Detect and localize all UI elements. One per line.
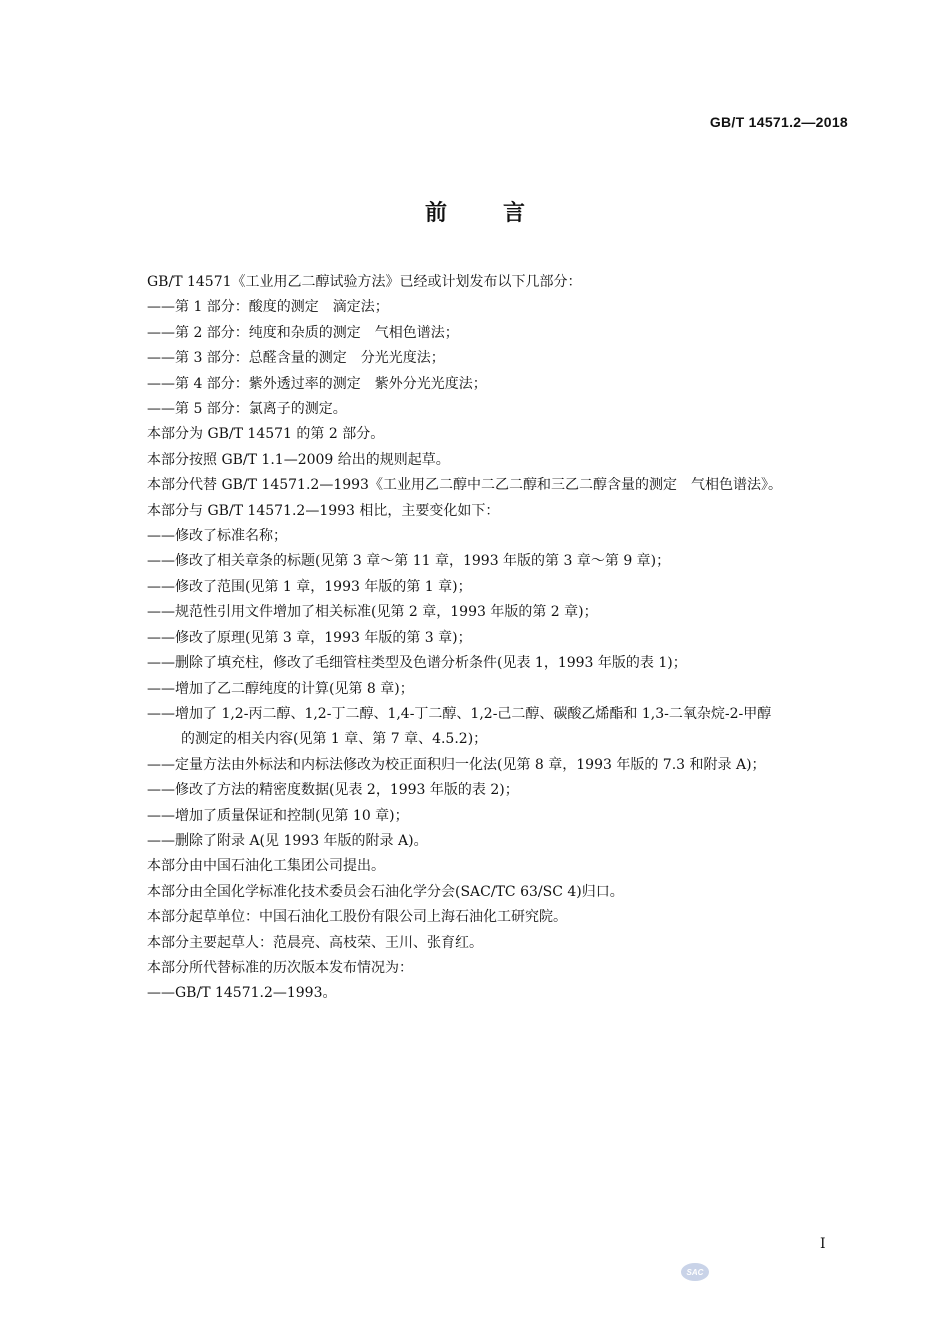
paragraph: 本部分由全国化学标准化技术委员会石油化学分会(SAC/TC 63/SC 4)归口。 [147, 883, 624, 900]
paragraph: 本部分与 GB/T 14571.2—1993 相比，主要变化如下： [147, 502, 500, 519]
list-item-continuation: 的测定的相关内容(见第 1 章、第 7 章、4.5.2)； [181, 731, 488, 748]
list-item: ——增加了乙二醇纯度的计算(见第 8 章)； [147, 680, 414, 697]
document-body [113, 270, 853, 1007]
list-item: ——修改了原理(见第 3 章，1993 年版的第 3 章)； [147, 629, 472, 646]
list-item: ——删除了附录 A(见 1993 年版的附录 A)。 [147, 832, 428, 849]
list-item: ——增加了 1,2-丙二醇、1,2-丁二醇、1,4-丁二醇、1,2-己二醇、碳酸乙烯酯和 1,3-二氧杂烷-2-甲醇 [147, 705, 772, 722]
paragraph: 本部分由中国石油化工集团公司提出。 [147, 858, 385, 875]
list-item: ——GB/T 14571.2—1993。 [147, 985, 337, 1002]
page-number: I [820, 1236, 826, 1252]
paragraph: 本部分所代替标准的历次版本发布情况为： [147, 959, 413, 976]
list-item: ——修改了范围(见第 1 章，1993 年版的第 1 章)； [147, 578, 472, 595]
paragraph: 本部分为 GB/T 14571 的第 2 部分。 [147, 426, 385, 443]
list-item: ——第 5 部分：氯离子的测定。 [147, 401, 347, 418]
list-item: ——修改了标准名称； [147, 528, 287, 545]
standard-code: GB/T 14571.2—2018 [709, 114, 848, 130]
list-item: ——第 2 部分：纯度和杂质的测定 气相色谱法； [147, 324, 459, 341]
list-item: ——删除了填充柱，修改了毛细管柱类型及色谱分析条件(见表 1，1993 年版的表 1)； [147, 655, 687, 672]
list-item: ——第 3 部分：总醛含量的测定 分光光度法； [147, 350, 445, 367]
paragraph: 本部分代替 GB/T 14571.2—1993《工业用乙二醇中二乙二醇和三乙二醇含量的测定 气相色谱法》。 [147, 477, 782, 494]
list-item: ——第 1 部分：酸度的测定 滴定法； [147, 299, 389, 316]
page-title: 前言 [424, 201, 581, 226]
list-item: ——规范性引用文件增加了相关标准(见第 2 章，1993 年版的第 2 章)； [147, 604, 598, 621]
paragraph: 本部分主要起草人：范晨亮、高枝荣、王川、张育红。 [147, 934, 483, 951]
paragraph: 本部分起草单位：中国石油化工股份有限公司上海石油化工研究院。 [147, 909, 567, 926]
paragraph: 本部分按照 GB/T 1.1—2009 给出的规则起草。 [147, 451, 450, 468]
list-item: ——第 4 部分：紫外透过率的测定 紫外分光光度法； [147, 375, 487, 392]
paragraph: GB/T 14571《工业用乙二醇试验方法》已经或计划发布以下几部分： [147, 274, 582, 290]
svg-text:SAC: SAC [686, 1268, 704, 1277]
list-item: ——修改了方法的精密度数据(见表 2，1993 年版的表 2)； [147, 782, 519, 799]
sac-logo [680, 1262, 710, 1282]
list-item: ——修改了相关章条的标题(见第 3 章～第 11 章，1993 年版的第 3 章～第 9 章)； [147, 553, 671, 570]
list-item: ——增加了质量保证和控制(见第 10 章)； [147, 807, 409, 824]
list-item: ——定量方法由外标法和内标法修改为校正面积归一化法(见第 8 章，1993 年版的 7.3 和附录 A)； [147, 756, 766, 773]
